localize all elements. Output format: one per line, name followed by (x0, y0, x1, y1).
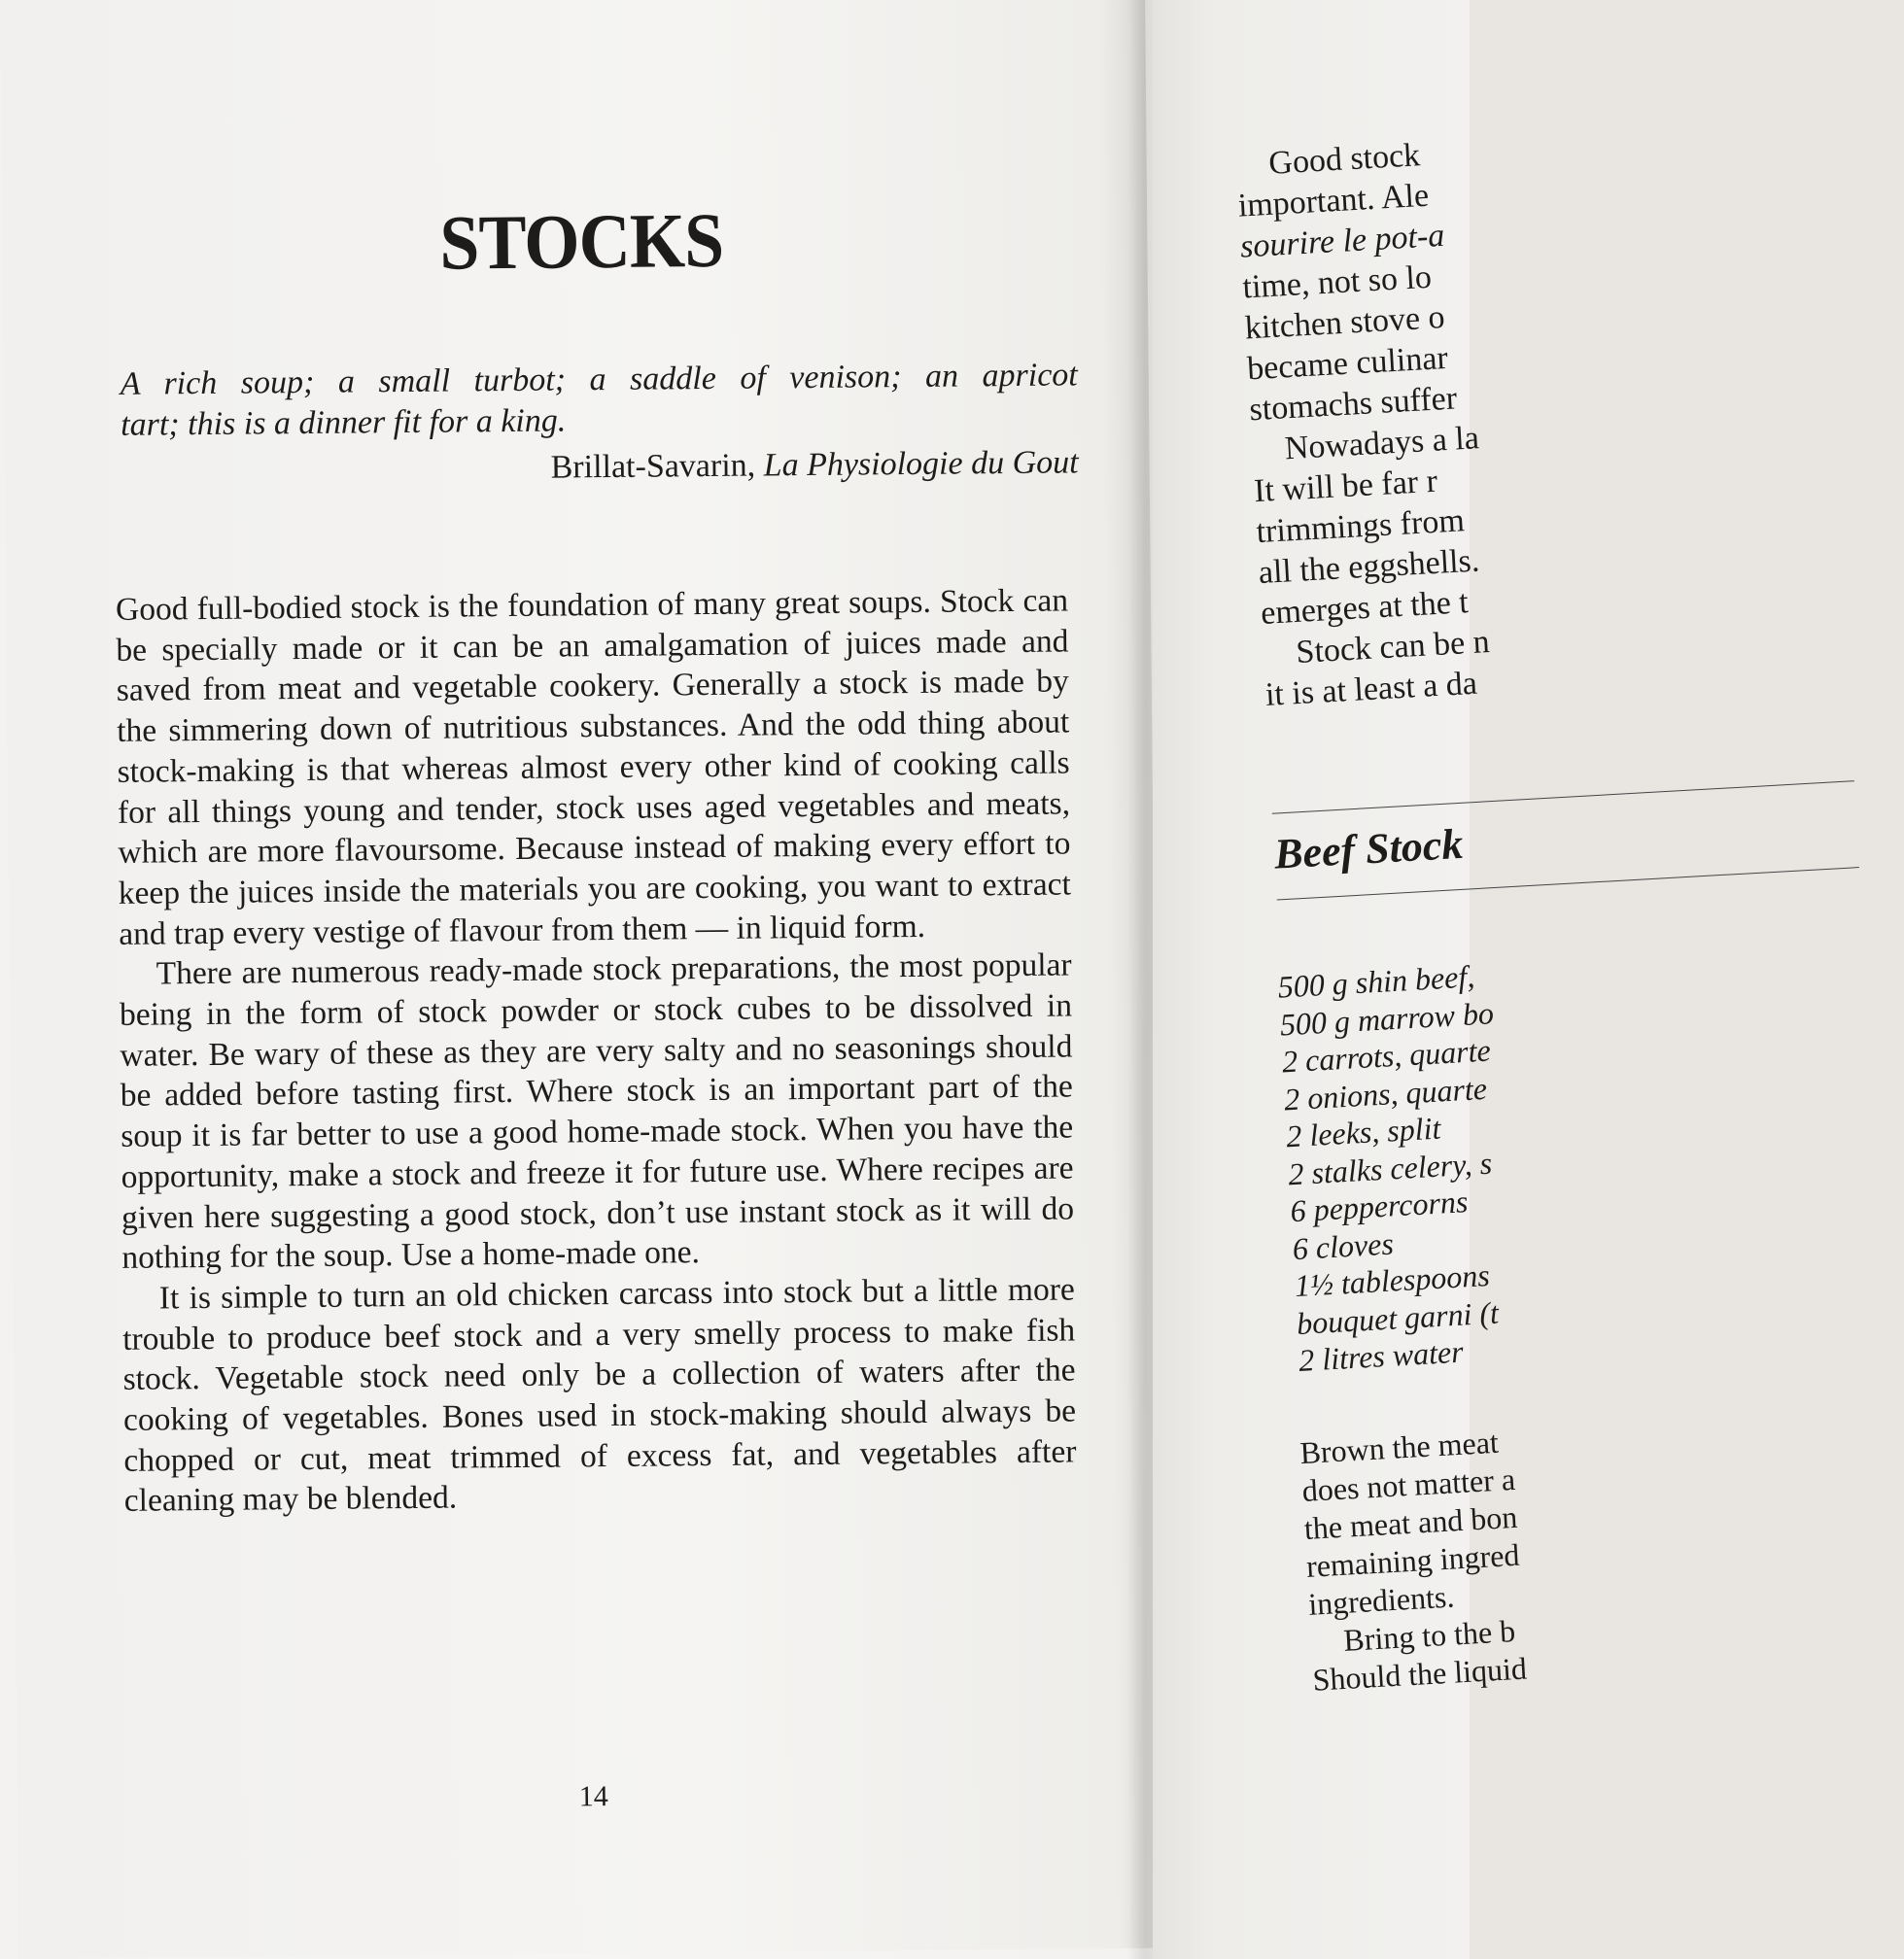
method-line: the meat and bon (1302, 1498, 1519, 1546)
ingredient-item: 2 leeks, split (1285, 1110, 1442, 1154)
intro-line: all the eggshells. (1257, 542, 1481, 592)
epigraph-attribution (121, 442, 1078, 492)
method-line: Should the liquid (1311, 1650, 1528, 1698)
intro-line: it is at least a da (1264, 665, 1478, 713)
intro-line: trimmings from (1255, 502, 1466, 551)
intro-line: Nowadays a la (1283, 420, 1480, 467)
method-line: Brown the meat (1298, 1424, 1500, 1471)
intro-line: sourire le pot-a (1239, 217, 1446, 265)
intro-line: Stock can be n (1295, 623, 1491, 671)
method-text (1299, 1423, 1528, 1700)
ingredient-list (1277, 956, 1513, 1379)
ingredient-item: 1½ tablespoons (1293, 1256, 1491, 1304)
ingredient-item: 2 litres water (1298, 1333, 1465, 1379)
intro-line: It will be far r (1253, 463, 1438, 510)
recipe-heading: Beef Stock (1272, 819, 1465, 878)
ingredient-item: 500 g marrow bo (1278, 994, 1495, 1043)
intro-line: time, not so lo (1241, 258, 1433, 306)
paragraph-3: It is simple to turn an old chicken carcass into stock but a little more trouble to produce beef stock and a very smelly process to make fish stock. Vegetable stock need only be a collection of waters after the cooking of vegetables. Bones used in stock-making should always be chopped or cut, meat trimmed of excess fat, and vegetables after cleaning may be blended. (122, 1271, 1077, 1520)
ingredient-item: 2 stalks celery, s (1287, 1145, 1493, 1191)
ingredient-item: bouquet garni (t (1296, 1294, 1500, 1341)
intro-line: stomachs suffer (1248, 380, 1459, 429)
intro-line: became culinar (1246, 339, 1449, 388)
intro-line: kitchen stove o (1243, 299, 1446, 347)
attribution-work: La Physiologie du Gout (763, 444, 1079, 484)
epigraph-line-2: tart; this is a dinner fit for a king. (121, 402, 567, 443)
right-page-intro (1234, 113, 1849, 716)
body-text (116, 580, 1077, 1522)
method-line: Bring to the b (1342, 1613, 1517, 1658)
paragraph-2: There are numerous ready-made stock preparations, the most popular being in the form of stock powder or stock cubes to be dissolved in water. Be wary of these as they are very salty and no seasonings should be added before tasting first. Where stock is an important part of the soup it is far better to use a good home-made stock. When you have the opportunity, make a stock and freeze it for future use. Where recipes are given here suggesting a good stock, don’t use instant stock as it will do nothing for the soup. Use a home-made one. (119, 946, 1075, 1277)
ingredient-item: 6 cloves (1291, 1224, 1395, 1266)
intro-line: important. Ale (1236, 177, 1431, 224)
method-line: does not matter a (1300, 1461, 1516, 1509)
ingredient-item: 6 peppercorns (1289, 1184, 1470, 1229)
method-line: remaining ingred (1305, 1536, 1521, 1584)
ingredient-item: 500 g shin beef, (1276, 958, 1476, 1005)
paragraph-1: Good full-bodied stock is the foundation of many great soups. Stock can be specially made or it can be an amalgamation of juices made and saved from meat and vegetable cookery. Generally a stock is made by the simmering down of nutritious substances. And the odd thing about stock-making is that whereas almost every other kind of cooking calls for all things young and tender, stock uses aged vegetables and meats, which are more flavoursome. Because instead of making every effort to keep the juices inside the materials you are cooking, you want to extract and trap every vestige of flavour from them — in liquid form. (115, 582, 1071, 952)
epigraph-line-1: A rich soup; a small turbot; a saddle of venison; an apricot (120, 357, 1078, 402)
page-number: 14 (578, 1780, 608, 1813)
epigraph (121, 355, 1079, 445)
attribution-author: Brillat-Savarin, (550, 447, 764, 486)
method-line: ingredients. (1307, 1578, 1456, 1622)
ingredient-item: 2 onions, quarte (1283, 1070, 1488, 1117)
intro-line: emerges at the t (1260, 584, 1470, 632)
intro-line: Good stock (1267, 137, 1422, 182)
chapter-title: STOCKS (439, 197, 724, 287)
ingredient-item: 2 carrots, quarte (1281, 1032, 1492, 1080)
